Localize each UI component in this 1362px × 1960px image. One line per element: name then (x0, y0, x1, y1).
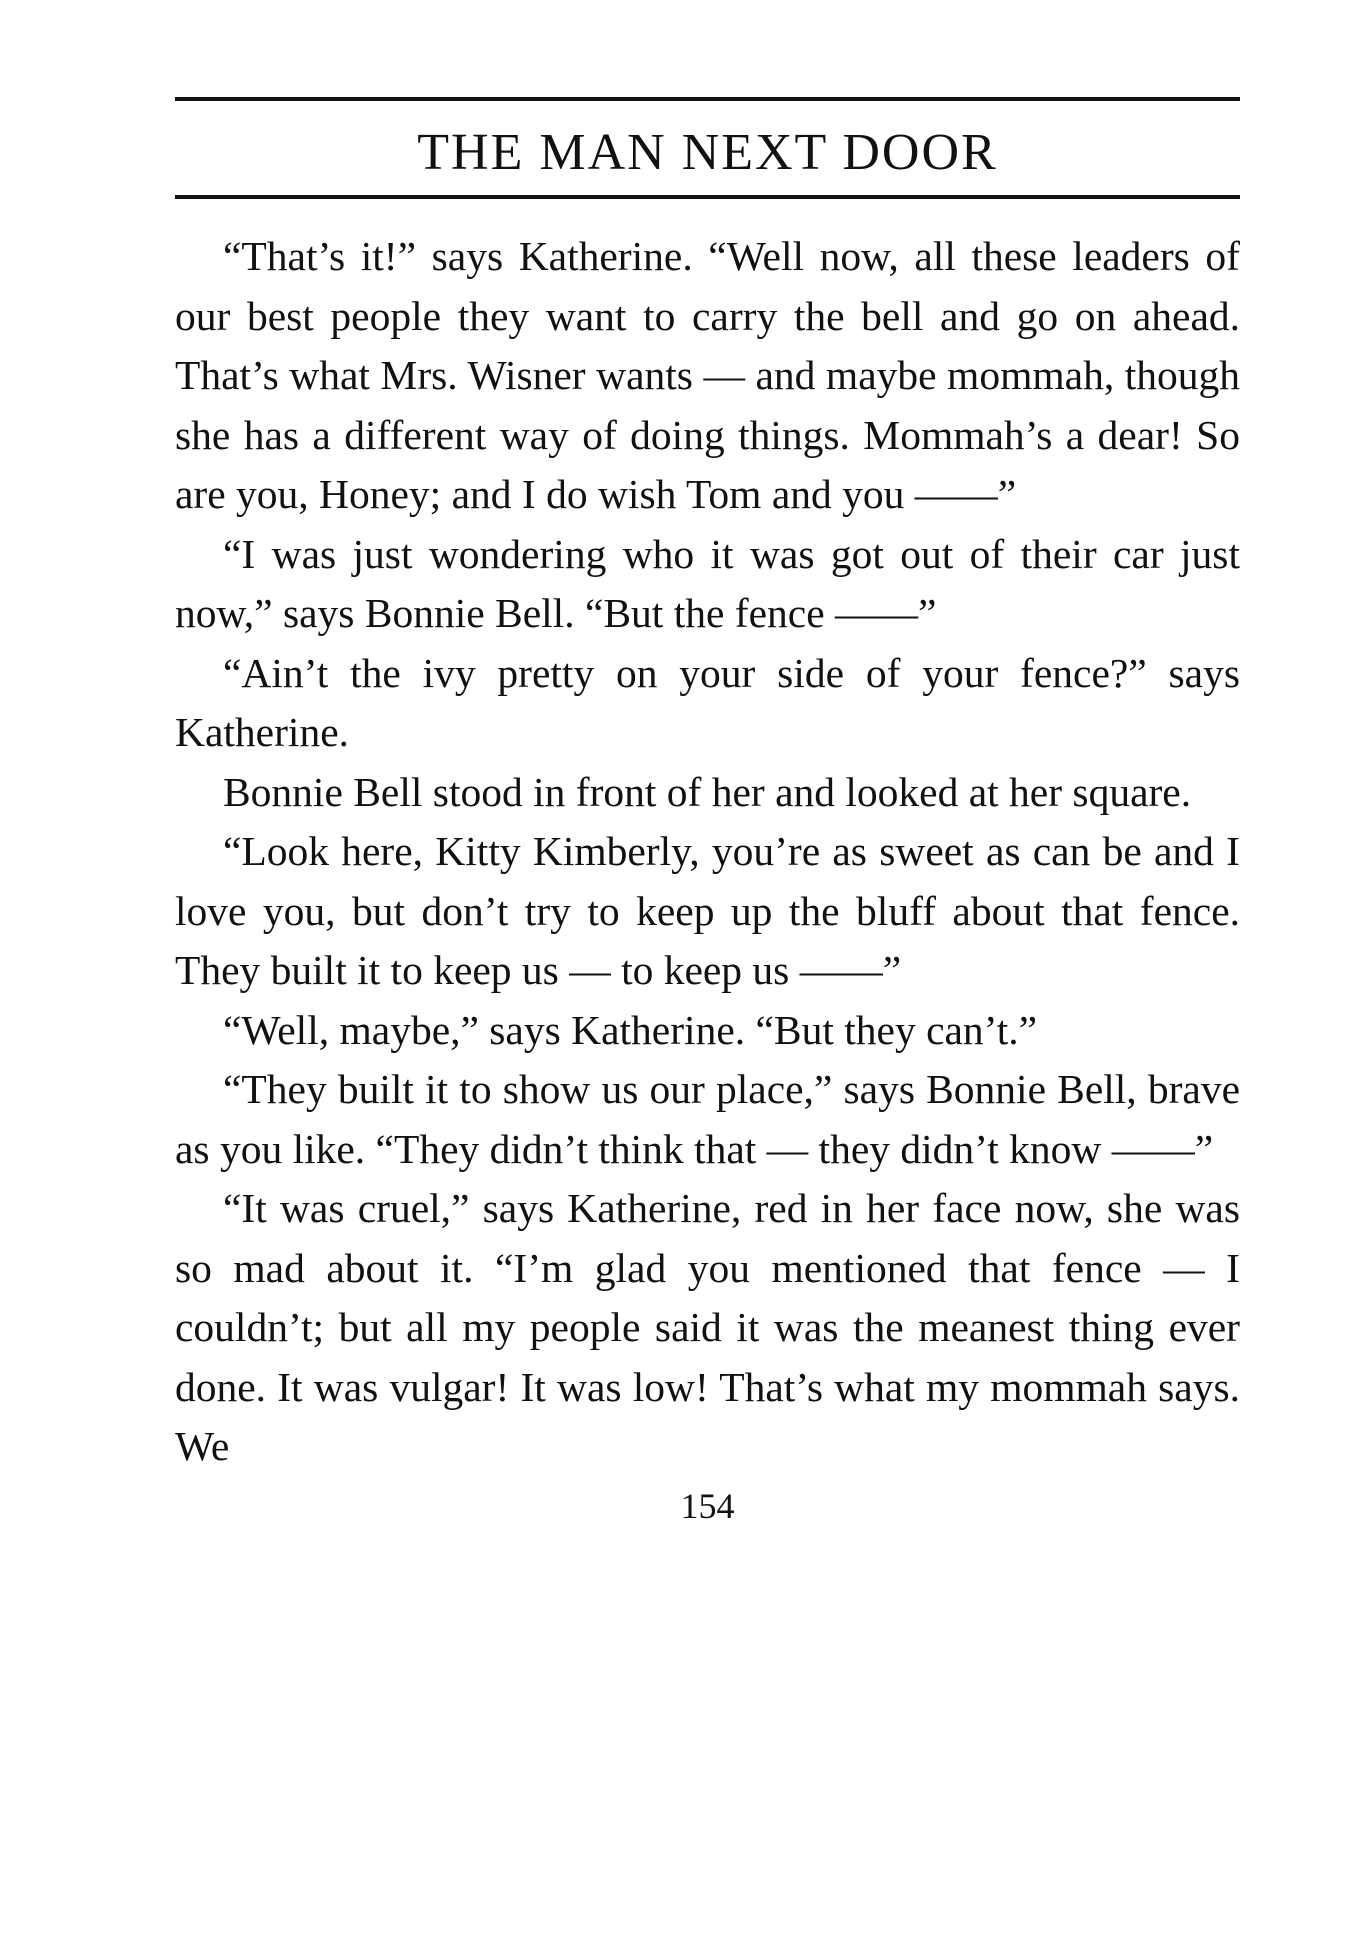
paragraph: “I was just wondering who it was got out of their car just now,” says Bonnie Bell. “But the fence ——” (175, 530, 1240, 636)
paragraph: “Well, maybe,” says Katherine. “But they can’t.” (223, 1006, 1038, 1053)
page-number: 154 (680, 1485, 735, 1526)
paragraph: Bonnie Bell stood in front of her and looked at her square. (223, 768, 1192, 815)
paragraph: “Ain’t the ivy pretty on your side of your fence?” says Katherine. (175, 649, 1240, 755)
paragraph: “Look here, Kitty Kimberly, you’re as sweet as can be and I love you, but don’t try to keep up the bluff about that fence. They built it to keep us — to keep us ——” (175, 828, 1240, 993)
header-rule-bottom (175, 195, 1240, 199)
header-rule-top (175, 97, 1240, 101)
paragraph: “That’s it!” says Katherine. “Well now, all these leaders of our best people they want to carry the bell and go on ahead. That’s what Mrs. Wisner wants — and maybe mommah, though she has a different way of doing things. Mommah’s a dear! So are you, Honey; and I do wish Tom and you ——” (175, 233, 1240, 517)
body-text (175, 227, 1240, 1477)
running-title: THE MAN NEXT DOOR (417, 124, 998, 181)
paragraph: “It was cruel,” says Katherine, red in her face now, she was so mad about it. “I’m glad you mentioned that fence — I couldn’t; but all my people said it was the meanest thing ever done. It was vulgar! It was low! That’s what my mommah says. We (175, 1185, 1240, 1469)
book-page (175, 97, 1240, 1527)
paragraph: “They built it to show us our place,” says Bonnie Bell, brave as you like. “They didn’t think that — they didn’t know ——” (175, 1066, 1240, 1172)
